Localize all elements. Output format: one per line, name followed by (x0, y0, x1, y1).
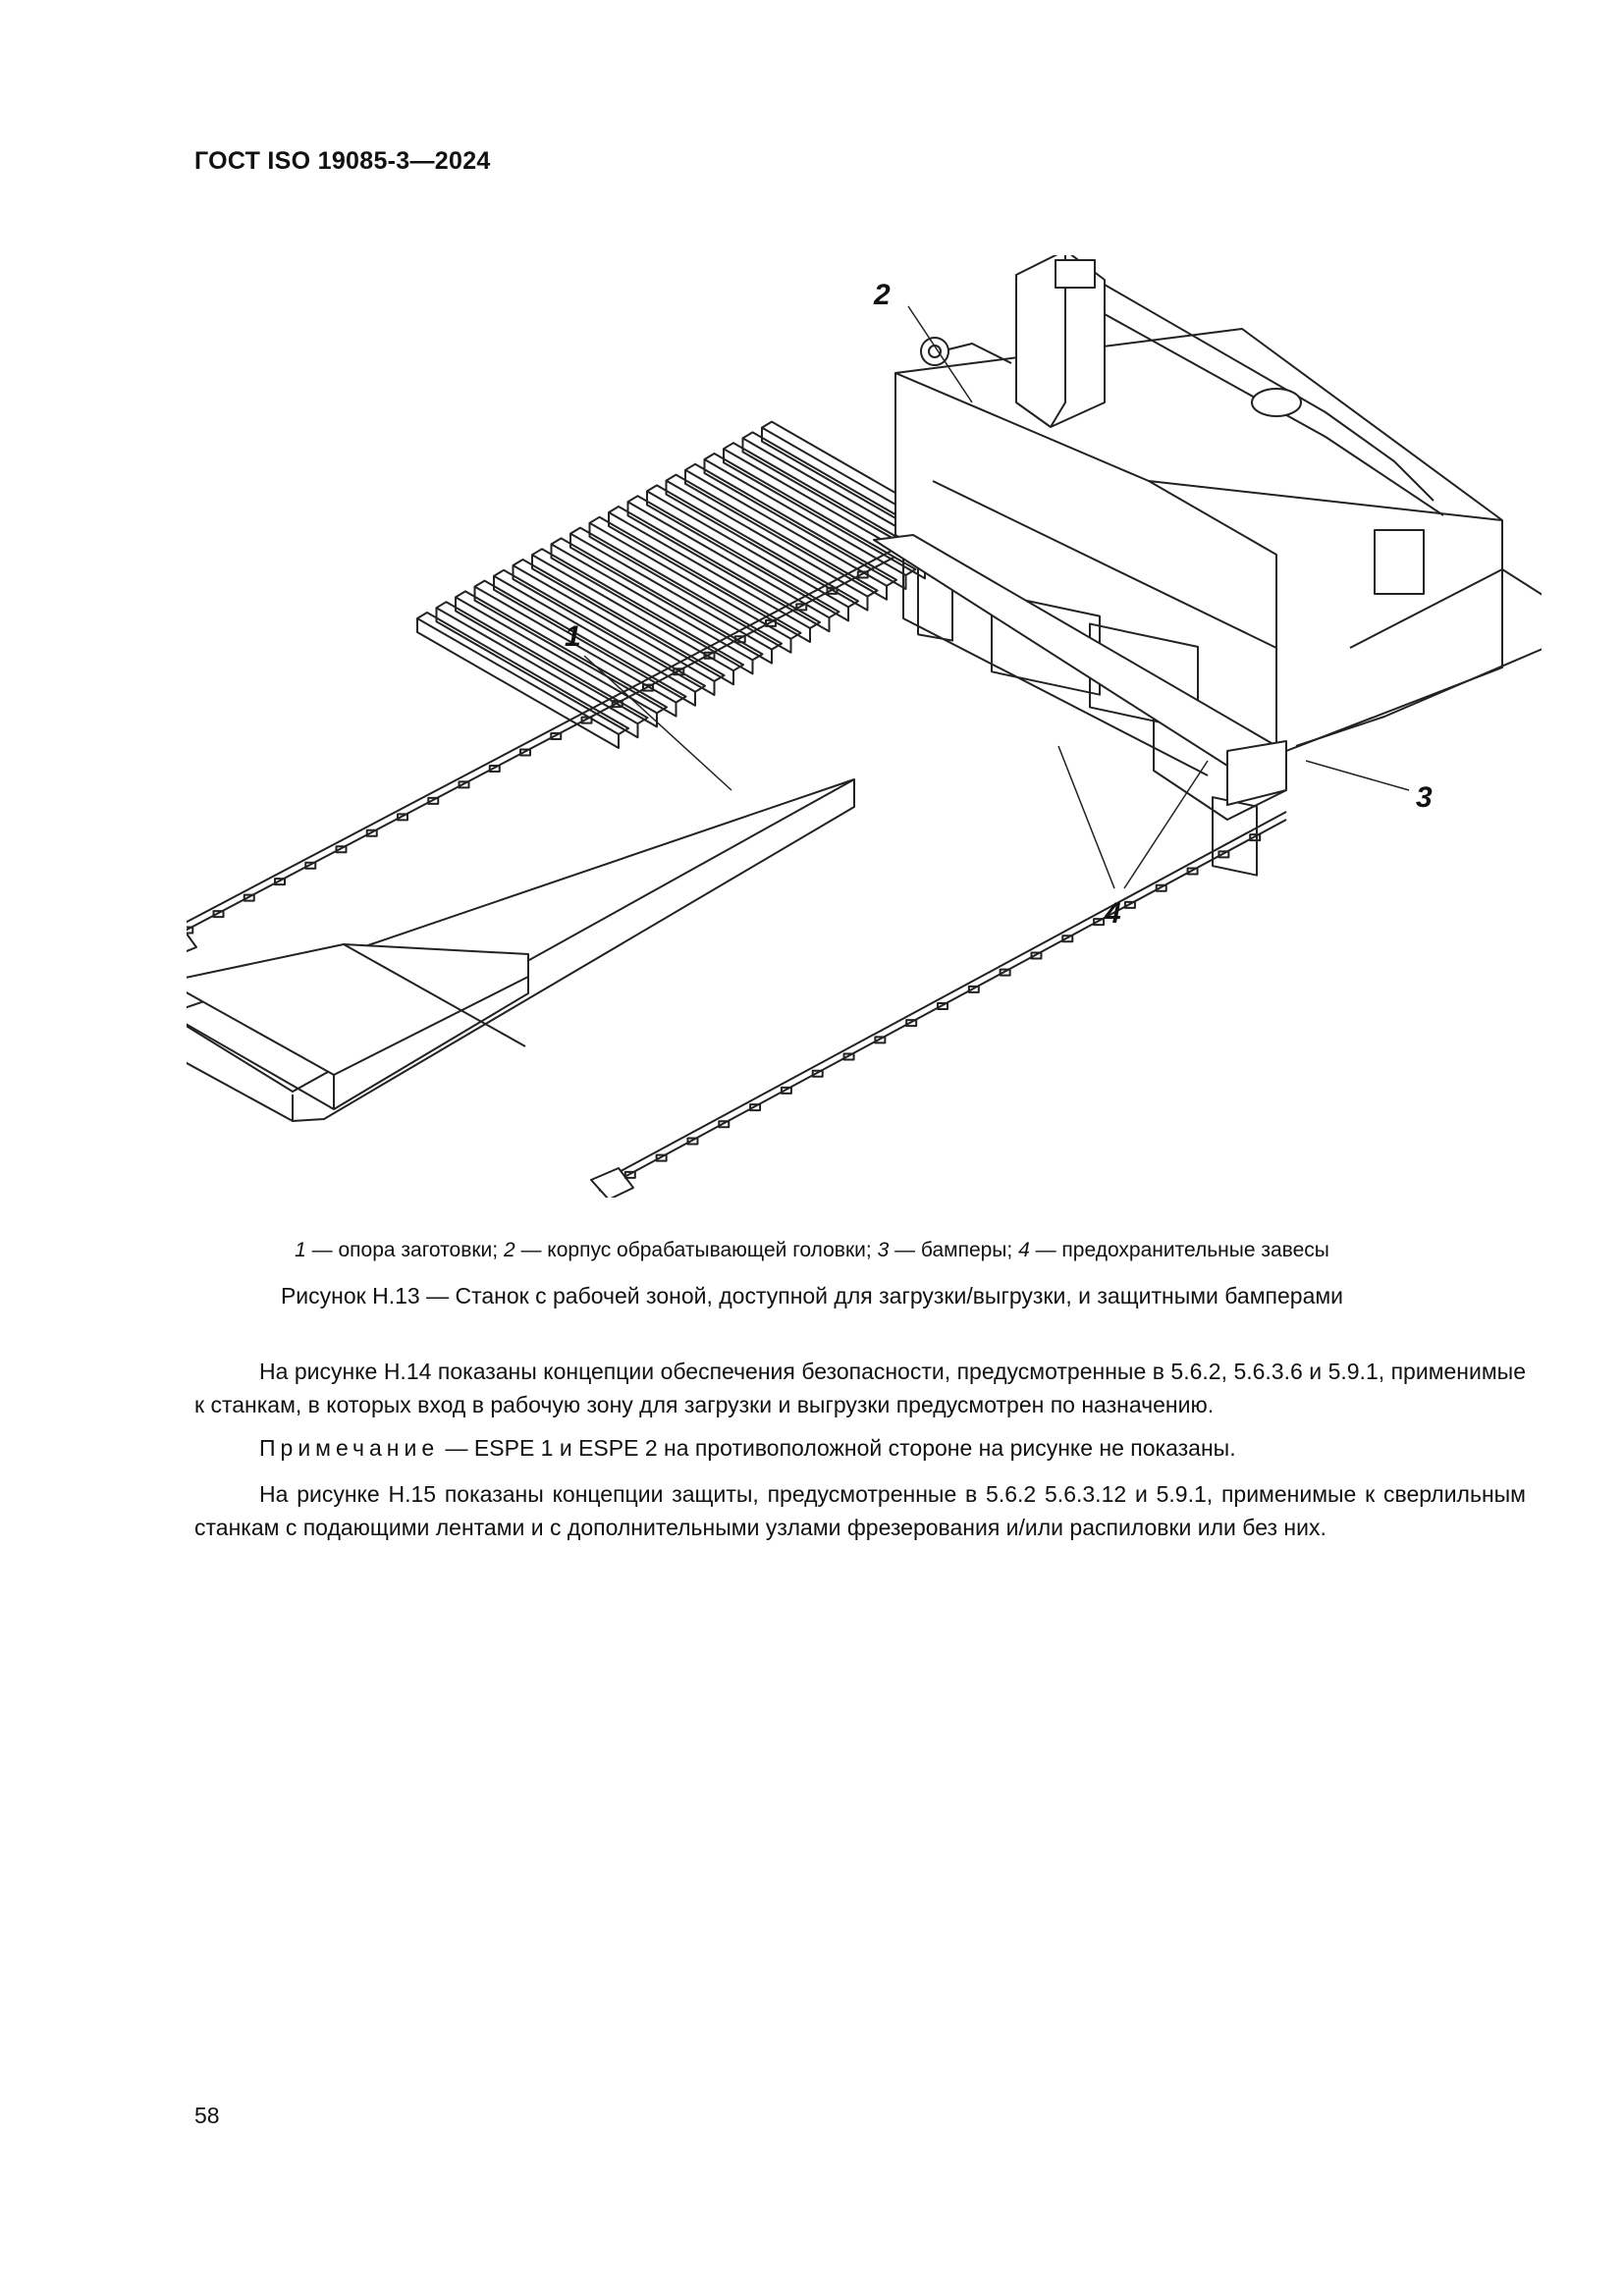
legend-text-2: — корпус обрабатывающей головки; (514, 1239, 878, 1261)
figure-machine-drawing (187, 255, 1542, 1198)
legend-num-1: 1 (295, 1239, 306, 1261)
note-label: Примечание (259, 1435, 440, 1461)
legend-num-4: 4 (1018, 1239, 1030, 1261)
floor-slab (187, 779, 854, 1121)
callout-4: 4 (1105, 897, 1121, 930)
figure-legend (0, 1239, 1624, 1262)
legend-num-2: 2 (503, 1239, 515, 1261)
note-text: — ESPE 1 и ESPE 2 на противоположной стороне на рисунке не показаны. (439, 1435, 1236, 1461)
machine-housing (874, 329, 1542, 876)
paragraph-2: На рисунке Н.15 показаны концепции защиты, предусмотренные в 5.6.2 5.6.3.12 и 5.9.1, применимые к сверлильным станкам с подающими лентами и с дополнительными узлами фрезерования и/или распиловки или без них. (194, 1481, 1526, 1540)
legend-text-3: — бамперы; (889, 1239, 1019, 1261)
callout-1: 1 (565, 620, 581, 653)
document-header: ГОСТ ISO 19085-3—2024 (194, 147, 491, 175)
legend-text-4: — предохранительные завесы (1029, 1239, 1329, 1261)
machine-illustration (187, 255, 1542, 1198)
page-number: 58 (194, 2103, 220, 2128)
paragraph-1: На рисунке Н.14 показаны концепции обеспечения безопасности, предусмотренные в 5.6.2, 5.6.3.6 и 5.9.1, применимые к станкам, в которых вход в рабочую зону для загрузки и выгрузки предусмотрен по назначению. (194, 1359, 1526, 1417)
figure-caption: Рисунок Н.13 — Станок с рабочей зоной, доступной для загрузки/выгрузки, и защитными бамперами (280, 1283, 1344, 1308)
callout-2: 2 (874, 279, 891, 311)
callout-3: 3 (1416, 781, 1433, 814)
legend-text-1: — опора заготовки; (305, 1239, 504, 1261)
workpiece-supports (417, 422, 973, 748)
note (194, 1431, 1526, 1465)
legend-num-3: 3 (877, 1239, 890, 1261)
